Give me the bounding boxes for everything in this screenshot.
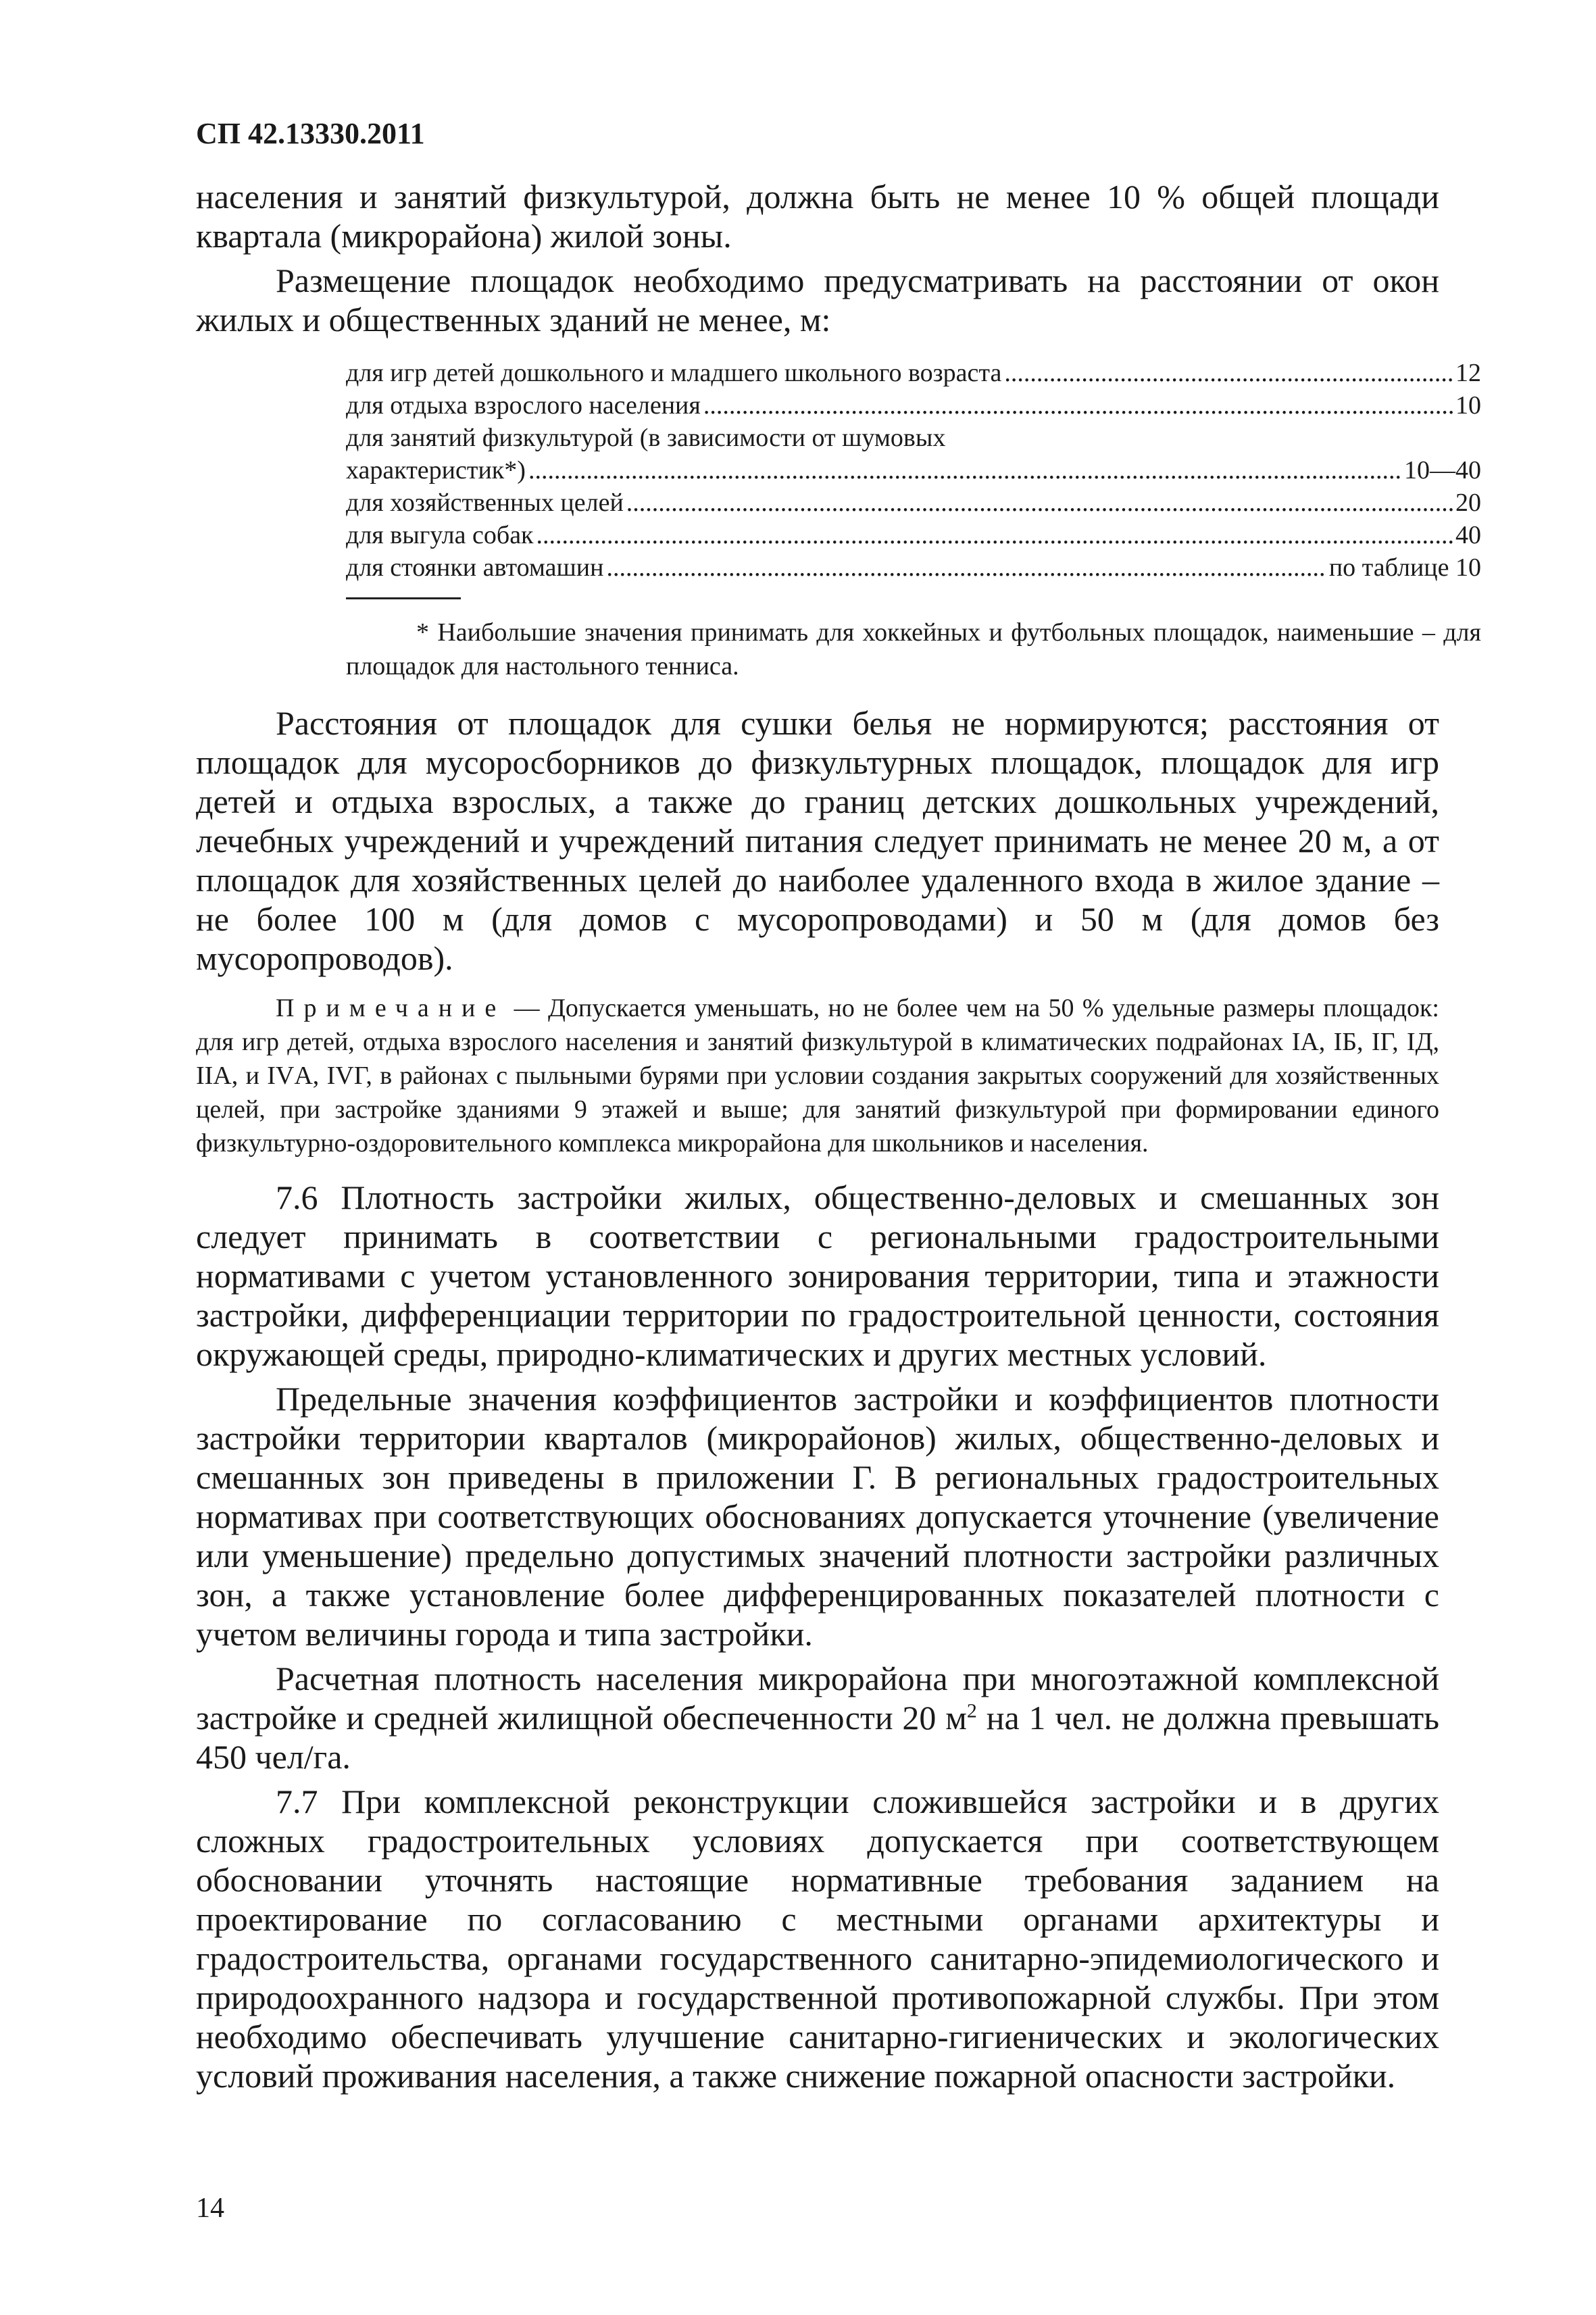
list-item: для хозяйственных целей ..... 20 — [346, 487, 1481, 519]
section-7-6: 7.6 Плотность застройки жилых, общественно-деловых и смешанных зон следует принимать в соответствии с региональными градостроительными нормативами с учетом установленного зонирования территории, типа и этажности застройки, дифференциации территории по градостроительной ценности, состояния окружающей среды, природно-климатических и других местных условий. — [196, 1178, 1439, 1373]
list-item: для отдыха взрослого населения ..... 10 — [346, 389, 1481, 422]
paragraph-limit-values: Предельные значения коэффициентов застройки и коэффициентов плотности застройки территории кварталов (микрорайонов) жилых, общественно-деловых и смешанных зон приведены в приложении Г. В региональных градостроительных нормативах при соответствующих обоснованиях допускается уточнение (увеличение или уменьшение) предельно допустимых значений плотности застройки различных зон, а также установление более дифференцированных показателей плотности с учетом величины города и типа застройки. — [196, 1380, 1439, 1653]
paragraph-population-density: Расчетная плотность населения микрорайона при многоэтажной комплексной застройке и средней жилищной обеспеченности 20 $м^2$ на 1 чел. не должна превышать 450 чел/га. — [196, 1660, 1439, 1776]
page-body — [196, 177, 1481, 2095]
section-7-7: 7.7 При комплексной реконструкции сложившейся застройки и в других сложных градостроительных условиях допускается при соответствующем обосновании уточнять настоящие нормативные требования заданием на проектирование по согласованию с местными органами архитектуры и градостроительства, органами государственного санитарно-эпидемиологического и природоохранного надзора и государственной противопожарной службы. При этом необходимо обеспечивать улучшение санитарно-гигиенических и экологических условий проживания населения, а также снижение пожарной опасности застройки. — [196, 1783, 1439, 2095]
footnote-divider — [346, 597, 461, 599]
document-code-header: СП 42.13330.2011 — [196, 117, 425, 150]
note-label: Примечание — [276, 994, 506, 1022]
paragraph-placement: Размещение площадок необходимо предусматривать на расстоянии от окон жилых и общественных зданий не менее, м: — [196, 262, 1439, 339]
paragraph-continuation: населения и занятий физкультурой, должна быть не менее 10 % общей площади квартала (микрорайона) жилой зоны. — [196, 178, 1439, 255]
list-item: для занятий физкультурой (в зависимости от шумовых — [346, 424, 946, 452]
list-item: характеристик*) ..... 10—40 — [346, 454, 1481, 487]
list-item: для игр детей дошкольного и младшего школьного возраста ..... 12 — [346, 357, 1481, 389]
list-item: для выгула собак ..... 40 — [346, 519, 1481, 551]
note — [196, 991, 1439, 1160]
page-number: 14 — [196, 2193, 224, 2224]
list-item: для стоянки автомашин ..... по таблице 10 — [346, 551, 1481, 584]
paragraph-distances: Расстояния от площадок для сушки белья не нормируются; расстояния от площадок для мусоросборников до физкультурных площадок, площадок для игр детей и отдыха взрослых, а также до границ детских дошкольных учреждений, лечебных учреждений и учреждений питания следует принимать не менее 20 м, а от площадок для хозяйственных целей до наиболее удаленного входа в жилое здание – не более 100 м (для домов с мусоропроводами) и 50 м (для домов без мусоропроводов). — [196, 704, 1439, 977]
note-text: — Допускается уменьшать, но не более чем на 50 % удельные размеры площадок: для игр детей, отдыха взрослого населения и занятий физкультурой в климатических подрайонах IА, IБ, IГ, IД, IIА, и IVА, IVГ, в районах с пыльными бурями при условии создания закрытых сооружений для хозяйственных целей, при застройке зданиями 9 этажей и выше; для занятий физкультурой при формировании единого физкультурно-оздоровительного комплекса микрорайона для школьников и населения. — [196, 994, 1440, 1158]
footnote: * Наибольшие значения принимать для хоккейных и футбольных площадок, наименьшие – для площадок для настольного тенниса. — [346, 618, 1481, 680]
distance-list — [346, 357, 1481, 584]
